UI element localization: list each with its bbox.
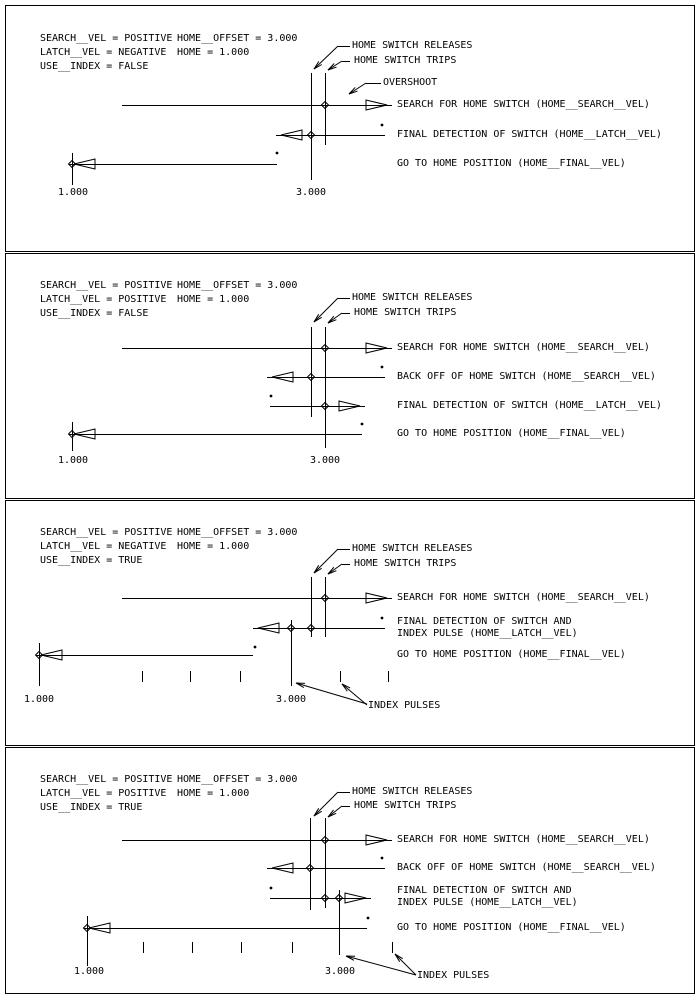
start-position-dot xyxy=(381,617,384,620)
callout-home-switch-trips: HOME SWITCH TRIPS xyxy=(354,800,457,811)
callout-home-switch-trips: HOME SWITCH TRIPS xyxy=(354,55,457,66)
row-label-final-detection-line2: INDEX PULSE (HOME__LATCH__VEL) xyxy=(397,897,578,908)
param-latch-vel: LATCH__VEL = NEGATIVE xyxy=(40,47,167,58)
param-home: HOME = 1.000 xyxy=(177,47,250,58)
callout-home-switch-releases: HOME SWITCH RELEASES xyxy=(352,786,473,797)
param-home-offset: HOME__OFFSET = 3.000 xyxy=(177,280,298,291)
start-position-dot xyxy=(270,395,273,398)
row-label-final-detection-line2: INDEX PULSE (HOME__LATCH__VEL) xyxy=(397,628,578,639)
start-position-dot xyxy=(381,124,384,127)
param-home: HOME = 1.000 xyxy=(177,294,250,305)
leader-line xyxy=(349,83,366,94)
axis-label-offset: 3.000 xyxy=(324,966,356,977)
param-use-index: USE__INDEX = TRUE xyxy=(40,802,143,813)
row-label-final-detection: FINAL DETECTION OF SWITCH (HOME__LATCH__VEL) xyxy=(397,129,662,140)
leader-line xyxy=(346,956,416,975)
row-label-final-detection: FINAL DETECTION OF SWITCH (HOME__LATCH__VEL) xyxy=(397,400,662,411)
start-position-dot xyxy=(276,152,279,155)
param-home: HOME = 1.000 xyxy=(177,541,250,552)
row-label-go-home: GO TO HOME POSITION (HOME__FINAL__VEL) xyxy=(397,428,626,439)
start-position-dot xyxy=(254,646,257,649)
row-label-back-off: BACK OFF OF HOME SWITCH (HOME__SEARCH__VEL) xyxy=(397,371,656,382)
param-home-offset: HOME__OFFSET = 3.000 xyxy=(177,774,298,785)
row-label-go-home: GO TO HOME POSITION (HOME__FINAL__VEL) xyxy=(397,158,626,169)
callout-home-switch-trips: HOME SWITCH TRIPS xyxy=(354,307,457,318)
axis-label-home: 1.000 xyxy=(73,966,105,977)
row-label-go-home: GO TO HOME POSITION (HOME__FINAL__VEL) xyxy=(397,649,626,660)
axis-label-home: 1.000 xyxy=(57,455,89,466)
row-label-back-off: BACK OFF OF HOME SWITCH (HOME__SEARCH__VEL) xyxy=(397,862,656,873)
start-position-dot xyxy=(381,366,384,369)
axis-label-home: 1.000 xyxy=(57,187,89,198)
param-search-vel: SEARCH__VEL = POSITIVE xyxy=(40,280,173,291)
param-use-index: USE__INDEX = FALSE xyxy=(40,61,149,72)
row-label-search: SEARCH FOR HOME SWITCH (HOME__SEARCH__VEL) xyxy=(397,834,650,845)
callout-home-switch-releases: HOME SWITCH RELEASES xyxy=(352,543,473,554)
param-search-vel: SEARCH__VEL = POSITIVE xyxy=(40,527,173,538)
leader-line xyxy=(328,564,342,574)
start-position-dot xyxy=(381,857,384,860)
row-label-search: SEARCH FOR HOME SWITCH (HOME__SEARCH__VEL) xyxy=(397,99,650,110)
axis-label-offset: 3.000 xyxy=(309,455,341,466)
axis-label-offset: 3.000 xyxy=(295,187,327,198)
start-position-dot xyxy=(367,917,370,920)
row-label-final-detection-line1: FINAL DETECTION OF SWITCH AND xyxy=(397,616,572,627)
leader-line xyxy=(342,684,367,705)
start-position-dot xyxy=(270,887,273,890)
row-label-final-detection-line1: FINAL DETECTION OF SWITCH AND xyxy=(397,885,572,896)
param-use-index: USE__INDEX = TRUE xyxy=(40,555,143,566)
callout-home-switch-releases: HOME SWITCH RELEASES xyxy=(352,292,473,303)
param-home: HOME = 1.000 xyxy=(177,788,250,799)
leader-line xyxy=(328,806,342,817)
param-latch-vel: LATCH__VEL = NEGATIVE xyxy=(40,541,167,552)
row-label-search: SEARCH FOR HOME SWITCH (HOME__SEARCH__VEL) xyxy=(397,342,650,353)
param-latch-vel: LATCH__VEL = POSITIVE xyxy=(40,294,167,305)
callout-index-pulses: INDEX PULSES xyxy=(368,700,441,711)
param-search-vel: SEARCH__VEL = POSITIVE xyxy=(40,33,173,44)
row-label-search: SEARCH FOR HOME SWITCH (HOME__SEARCH__VEL) xyxy=(397,592,650,603)
axis-label-home: 1.000 xyxy=(23,694,55,705)
leader-line xyxy=(296,683,367,704)
param-home-offset: HOME__OFFSET = 3.000 xyxy=(177,33,298,44)
callout-home-switch-releases: HOME SWITCH RELEASES xyxy=(352,40,473,51)
axis-label-offset: 3.000 xyxy=(275,694,307,705)
param-use-index: USE__INDEX = FALSE xyxy=(40,308,149,319)
callout-overshoot: OVERSHOOT xyxy=(383,77,438,88)
callout-index-pulses: INDEX PULSES xyxy=(417,970,490,981)
callout-home-switch-trips: HOME SWITCH TRIPS xyxy=(354,558,457,569)
row-label-go-home: GO TO HOME POSITION (HOME__FINAL__VEL) xyxy=(397,922,626,933)
start-position-dot xyxy=(361,423,364,426)
leader-line xyxy=(328,61,342,70)
param-home-offset: HOME__OFFSET = 3.000 xyxy=(177,527,298,538)
leader-line xyxy=(328,313,342,323)
param-latch-vel: LATCH__VEL = POSITIVE xyxy=(40,788,167,799)
param-search-vel: SEARCH__VEL = POSITIVE xyxy=(40,774,173,785)
